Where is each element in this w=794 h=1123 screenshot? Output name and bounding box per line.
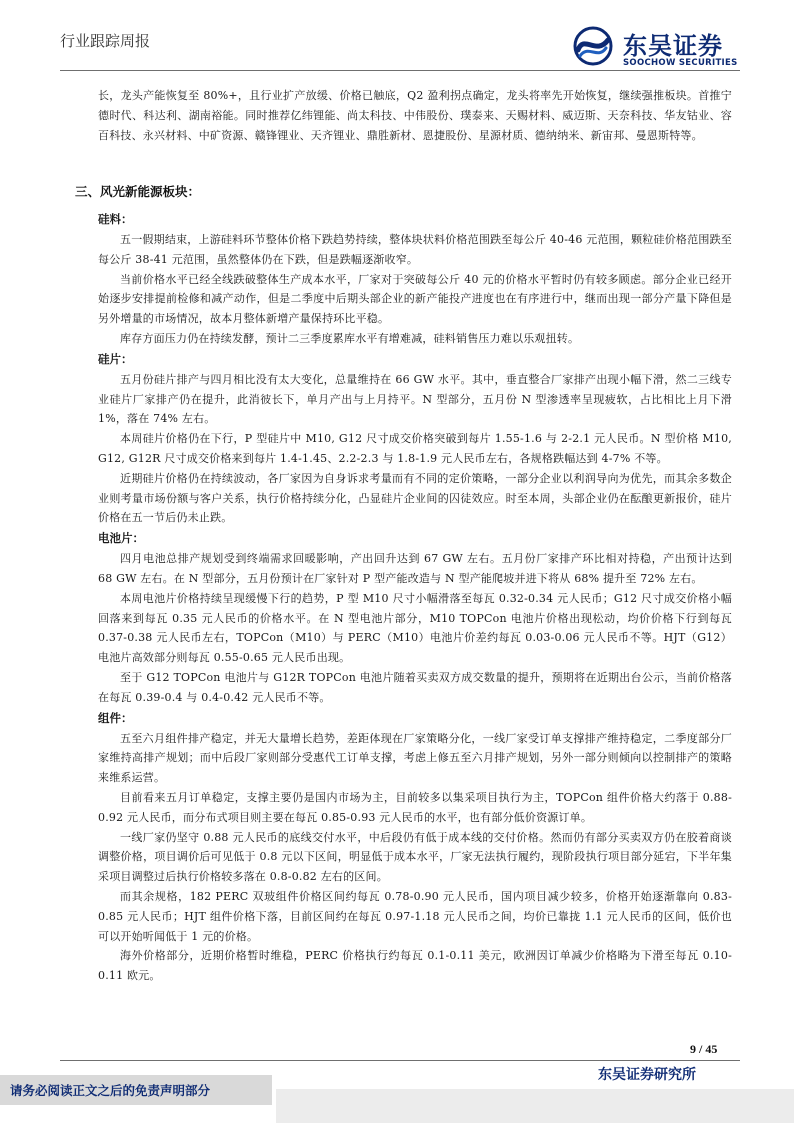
subsection-heading-cell: 电池片： [98,531,144,546]
section-body [98,209,732,986]
paragraph: 一线厂家仍坚守 0.88 元人民币的底线交付水平，中后段仍有低于成本线的交付价格。然而仍有部分买卖双方仍在胶着商谈调整价格，项目调价后可见低于 0.8 元以下区间，明显低于成本水平，厂家无法执行履约，现阶段执行项目部分延宕，下半年集采项目调整过后执行价格较多落在 0.8-0.82 左右的区间。 [98,830,732,884]
disclaimer-box [0,1075,272,1105]
header-divider [60,70,740,71]
section-title: 三、风光新能源板块： [75,184,201,199]
paragraph: 海外价格部分，近期价格暂时维稳，PERC 价格执行约每瓦 0.1-0.11 美元，欧洲因订单减少价格略为下滑至每瓦 0.10-0.11 欧元。 [98,949,732,983]
research-institute-label: 东吴证券研究所 [598,1067,696,1083]
subsection-heading-wafer: 硅片： [98,351,133,366]
paragraph: 当前价格水平已经全线跌破整体生产成本水平，厂家对于突破每公斤 40 元的价格水平暂时仍有较多顾虑。部分企业已经开始逐步安排提前检修和减产动作，但是二季度中后期头部企业的新产能投产进度也在有序进行中，继而出现一部分产量下降但是另外增量的市场情况，故本月整体新增产量保持环比平稳。 [98,272,732,326]
paragraph: 四月电池总排产规划受到终端需求回暖影响，产出回升达到 67 GW 左右。五月份厂家排产环比相对持稳，产出预计达到 68 GW 左右。在 N 型部分，五月份预计在厂家针对 P 型产能改造与 N 型产能爬坡并进下将从 68% 提升至 72% 左右。 [98,552,732,585]
report-type-label: 行业跟踪周报 [60,32,151,50]
disclaimer-text: 请务必阅读正文之后的免责声明部分 [10,1083,211,1098]
subsection-heading-silicon: 硅料： [98,212,133,226]
soochow-logo-icon [570,26,616,66]
paragraph: 库存方面压力仍在持续发酵，预计二三季度累库水平有增难减，硅料销售压力难以乐观扭转。 [120,331,580,345]
paragraph: 本周电池片价格持续呈现缓慢下行的趋势，P 型 M10 尺寸小幅滑落至每瓦 0.32-0.34 元人民币；G12 尺寸成交价格小幅回落来到每瓦 0.35 元人民币的价格水平。在 N 型电池片部分，M10 TOPCon 电池片价格出现松动，均价价格下行到每瓦 0.37-0.38 元人民币左右，TOPCon（M10）与 PERC（M10）电池片价差约每瓦 0.03-0.06 元人民币不等。HJT（G12）电池片高效部分则每瓦 0.55-0.65 元人民币出现。 [98,591,732,665]
brand-name-en: SOOCHOW SECURITIES [623,58,738,68]
paragraph: 而其余规格，182 PERC 双玻组件价格区间约每瓦 0.78-0.90 元人民币，国内项目减少较多，价格开始逐渐靠向 0.83-0.85 元人民币；HJT 组件价格下落，目前区间约在每瓦 0.97-1.18 元人民币之间，均价已靠拢 1.1 元人民币的区间，低价也可以开始听闻低于 1 元的价格。 [98,889,732,943]
subsection-heading-module: 组件： [98,710,133,725]
paragraph: 五至六月组件排产稳定，并无大量增长趋势，差距体现在厂家策略分化，一线厂家受订单支撑排产维持稳定，二季度部分厂家维持高排产规划；而中后段厂家则部分受惠代工订单支撑，考虑上修五至六月排产规划，另外一部分则倾向以控制排产的策略来维系运营。 [98,731,732,785]
paragraph: 五月份硅片排产与四月相比没有太大变化，总量维持在 66 GW 水平。其中，垂直整合厂家排产出现小幅下滑，然二三线专业硅片厂家排产仍在提升，此消彼长下，单月产出与上月持平。N 型部分，五月份 N 型渗透率呈现疲软，占比相比上月下滑 1%，落在 74% 左右。 [98,372,732,426]
brand-logo [570,26,750,70]
paragraph: 近期硅片价格仍在持续波动，各厂家因为自身诉求考量而有不同的定价策略，一部分企业以利润导向为优先，而其余多数企业则考量市场份额与客户关系，执行价格持续分化，凸显硅片企业间的囚徒效应。时至本周，头部企业仍在酝酿更新报价，硅片价格在五一节后仍未止跌。 [98,471,732,525]
footer-divider [60,1060,740,1061]
intro-paragraph: 长，龙头产能恢复至 80%+，且行业扩产放缓、价格已触底，Q2 盈利拐点确定，龙头将率先开始恢复，继续强推板块。首推宁德时代、科达利、湖南裕能。同时推荐亿纬锂能、尚太科技、中伟股份、璞泰来、天赐材料、威迈斯、天奈科技、华友钴业、容百科技、永兴材料、中矿资源、赣锋锂业、天齐锂业、鼎胜新材、恩捷股份、星源材质、德纳纳米、新宙邦、曼恩斯特等。 [98,89,732,142]
paragraph: 五一假期结束，上游硅料环节整体价格下跌趋势持续，整体块状料价格范围跌至每公斤 40-46 元范围，颗粒硅价格范围跌至每公斤 38-41 元范围，虽然整体仍在下跌，但是跌幅逐渐收窄。 [98,233,732,266]
brand-name-cn: 东吴证券 [623,32,723,60]
intro-block [98,86,732,145]
paragraph: 至于 G12 TOPCon 电池片与 G12R TOPCon 电池片随着买卖双方成交数量的提升，预期将在近期出台公示，当前价格落在每瓦 0.39-0.4 与 0.4-0.42 元人民币不等。 [98,670,732,704]
paragraph: 本周硅片价格仍在下行，P 型硅片中 M10, G12 尺寸成交价格突破到每片 1.55-1.6 与 2-2.1 元人民币。N 型价格 M10, G12, G12R 尺寸成交价格来到每片 1.4-1.45、2.2-2.3 与 1.8-1.9 元人民币左右，各规格跌幅达到 4-7% 不等。 [98,432,732,465]
paragraph: 目前看来五月订单稳定，支撑主要仍是国内市场为主，目前较多以集采项目执行为主，TOPCon 组件价格大约落于 0.88-0.92 元人民币，而分布式项目则主要在每瓦 0.85-0.93 元人民币的水平，也有部分低价资源订单。 [98,790,732,824]
footer-bar [276,1089,794,1123]
page-number: 9 / 45 [690,1042,718,1056]
